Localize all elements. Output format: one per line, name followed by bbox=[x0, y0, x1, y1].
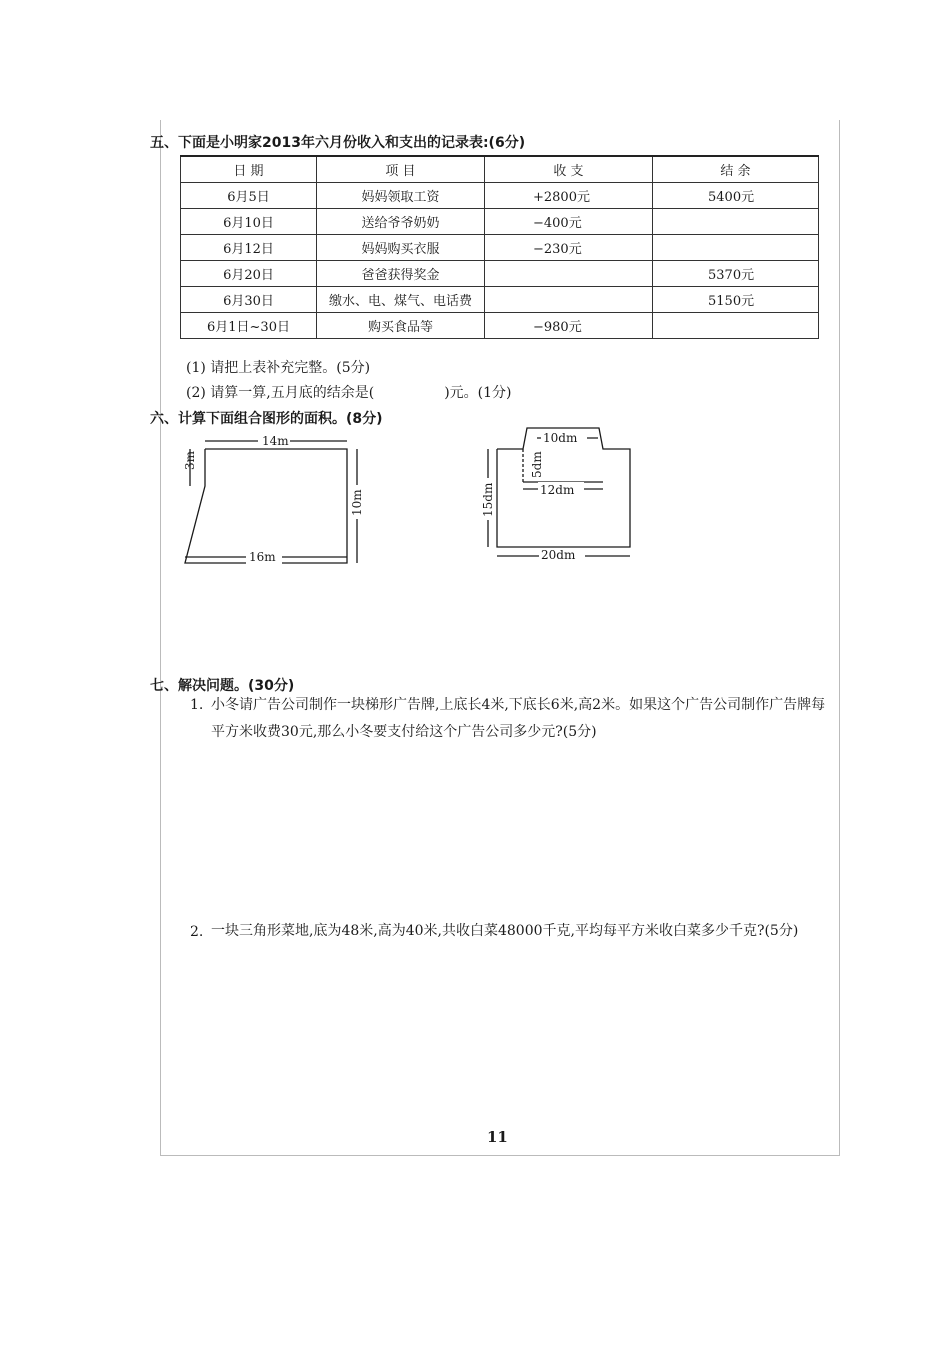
row-date: 6月5日 bbox=[181, 183, 317, 209]
figure-1 bbox=[185, 441, 357, 563]
row-item: 妈妈购买衣服 bbox=[317, 235, 485, 261]
question-5-2-prefix: (2) 请算一算,五月底的结余是( bbox=[186, 385, 375, 401]
question-5-1: (1) 请把上表补充完整。(5分) bbox=[186, 360, 371, 376]
row-item: 妈妈领取工资 bbox=[317, 183, 485, 209]
row-item: 送给爷爷奶奶 bbox=[317, 209, 485, 235]
row-balance: 5400元 bbox=[653, 183, 819, 209]
problem-1-text: 小冬请广告公司制作一块梯形广告牌,上底长4米,下底长6米,高2米。如果这个广告公司制作广告牌每平方米收费30元,那么小冬要支付给这个广告公司多少元?(5分) bbox=[211, 697, 826, 740]
fig2-height-label: 5dm bbox=[530, 451, 544, 478]
header-item: 项 目 bbox=[317, 156, 485, 183]
fig2-bottom-label: 20dm bbox=[541, 548, 576, 562]
section5-title: 五、下面是小明家2013年六月份收入和支出的记录表:(6分) bbox=[150, 135, 526, 151]
fig2-mid-label: 12dm bbox=[540, 483, 575, 497]
row-amount: −400元 bbox=[485, 209, 653, 235]
row-date: 6月30日 bbox=[181, 287, 317, 313]
row-date: 6月10日 bbox=[181, 209, 317, 235]
question-5-2-suffix: )元。(1分) bbox=[444, 385, 512, 401]
header-balance: 结 余 bbox=[653, 156, 819, 183]
section6-title: 六、计算下面组合图形的面积。(8分) bbox=[150, 411, 383, 427]
fig2-left-label: 15dm bbox=[481, 482, 495, 517]
composite-figures bbox=[0, 0, 950, 600]
fig1-top-label: 14m bbox=[262, 434, 289, 448]
row-amount: −980元 bbox=[485, 313, 653, 339]
row-amount: +2800元 bbox=[485, 183, 653, 209]
row-date: 6月12日 bbox=[181, 235, 317, 261]
problem-2-number: 2. bbox=[190, 924, 204, 940]
row-item: 缴水、电、煤气、电话费 bbox=[317, 287, 485, 313]
row-balance: 5370元 bbox=[653, 261, 819, 287]
figure-1-outline bbox=[185, 449, 347, 563]
problem-1-number: 1. bbox=[190, 697, 204, 713]
row-amount: −230元 bbox=[485, 235, 653, 261]
fig1-left-label: 3m bbox=[183, 450, 197, 470]
page-number: 11 bbox=[487, 1128, 508, 1146]
fig1-right-label: 10m bbox=[350, 489, 364, 516]
header-amount: 收 支 bbox=[485, 156, 653, 183]
problem-2-text: 一块三角形菜地,底为48米,高为40米,共收白菜48000千克,平均每平方米收白菜多少千克?(5分) bbox=[211, 923, 799, 939]
fig2-top-label: 10dm bbox=[543, 431, 578, 445]
row-balance: 5150元 bbox=[653, 287, 819, 313]
section7-title: 七、解决问题。(30分) bbox=[150, 678, 295, 694]
row-item: 爸爸获得奖金 bbox=[317, 261, 485, 287]
row-date: 6月20日 bbox=[181, 261, 317, 287]
header-date: 日 期 bbox=[181, 156, 317, 183]
row-item: 购买食品等 bbox=[317, 313, 485, 339]
fig1-bottom-label: 16m bbox=[249, 550, 276, 564]
row-date: 6月1日~30日 bbox=[181, 313, 317, 339]
